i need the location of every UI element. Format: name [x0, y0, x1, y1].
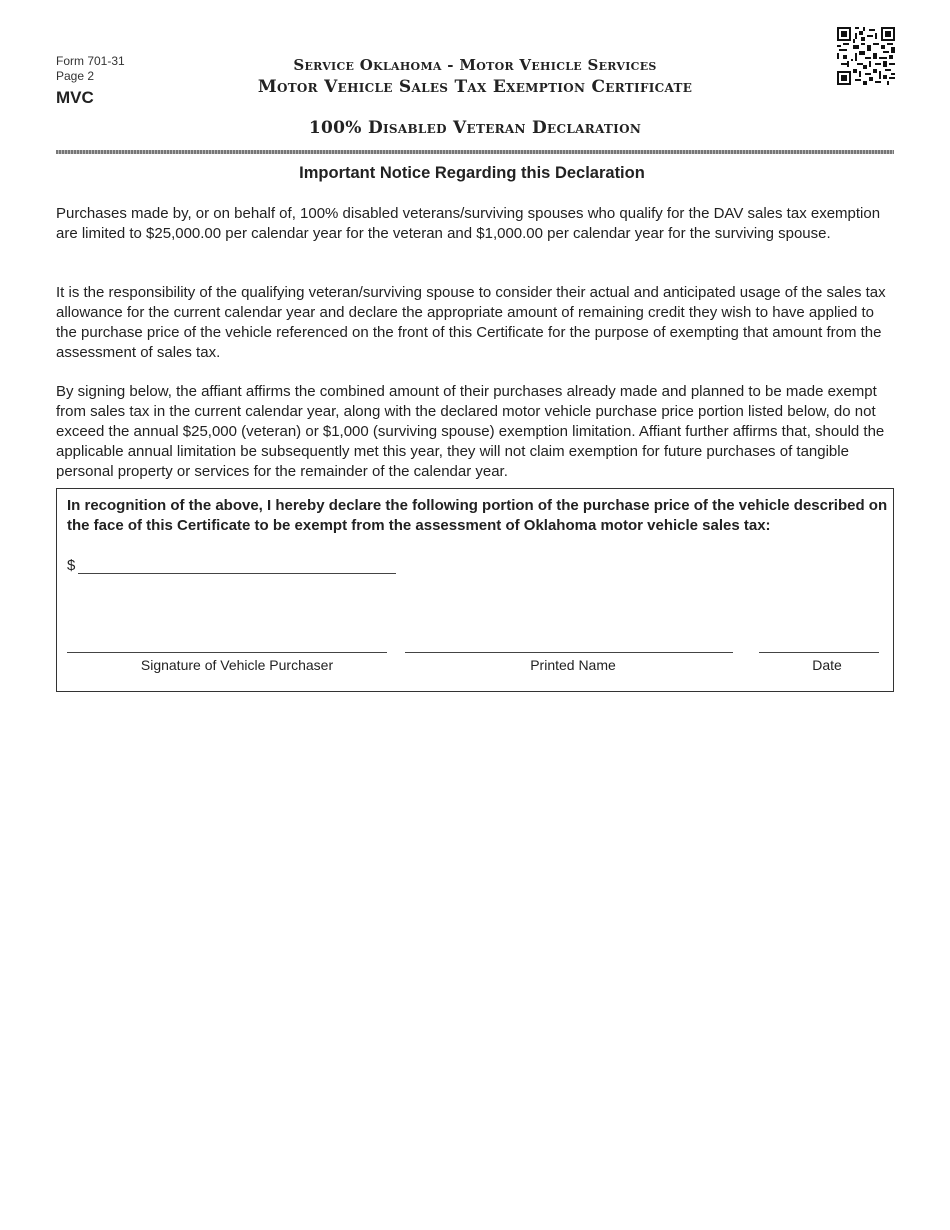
- form-number: Form 701-31: [56, 54, 125, 68]
- signature-field[interactable]: [67, 652, 387, 653]
- currency-symbol: $: [67, 557, 76, 574]
- exempt-amount-field[interactable]: [78, 573, 396, 574]
- printed-name-field[interactable]: [405, 652, 733, 653]
- qr-code-icon: [837, 27, 895, 85]
- notice-paragraph: It is the responsibility of the qualifying veteran/surviving spouse to consider their actual and anticipated usage of the sales tax allowance for the current calendar year and declare the appropriate amount of remaining credit they wish to have applied to the purchase price of the vehicle referenced on the front of this Certificate for the purpose of exempting that amount from the assessment of sales tax.: [56, 284, 886, 361]
- signature-label: Signature of Vehicle Purchaser: [140, 657, 334, 673]
- declaration-statement: In recognition of the above, I hereby declare the following portion of the purchase price of the vehicle described on the face of this Certificate to be exempt from the assessment of Oklahoma motor vehicle sales tax:: [67, 497, 888, 534]
- notice-paragraph: By signing below, the affiant affirms the combined amount of their purchases already made and planned to be made exempt from sales tax in the current calendar year, along with the declared motor vehicle purchase price portion listed below, do not exceed the annual $25,000 (veteran) or $1,000 (surviving spouse) exemption limitation. Affiant further affirms that, should the applicable annual limitation be subsequently met this year, they will not claim exemption for future purchases of tangible personal property or services for the remainder of the calendar year.: [56, 383, 885, 480]
- declaration-box: [56, 488, 894, 692]
- header-divider: [56, 150, 894, 154]
- date-label: Date: [812, 657, 842, 673]
- notice-heading: Important Notice Regarding this Declaration: [299, 164, 645, 182]
- division-code: MVC: [56, 88, 94, 107]
- page-number: Page 2: [56, 69, 95, 83]
- printed-name-label: Printed Name: [530, 657, 616, 673]
- notice-paragraph: Purchases made by, or on behalf of, 100% disabled veterans/surviving spouses who qualify for the DAV sales tax exemption are limited to $25,000.00 per calendar year for the veteran and $1,000.00 per calendar year for the surviving spouse.: [56, 205, 881, 242]
- date-field[interactable]: [759, 652, 879, 653]
- certificate-title: Motor Vehicle Sales Tax Exemption Certificate: [257, 77, 693, 97]
- agency-name: Service Oklahoma - Motor Vehicle Services: [293, 56, 657, 74]
- declaration-title: 100% Disabled Veteran Declaration: [308, 118, 642, 138]
